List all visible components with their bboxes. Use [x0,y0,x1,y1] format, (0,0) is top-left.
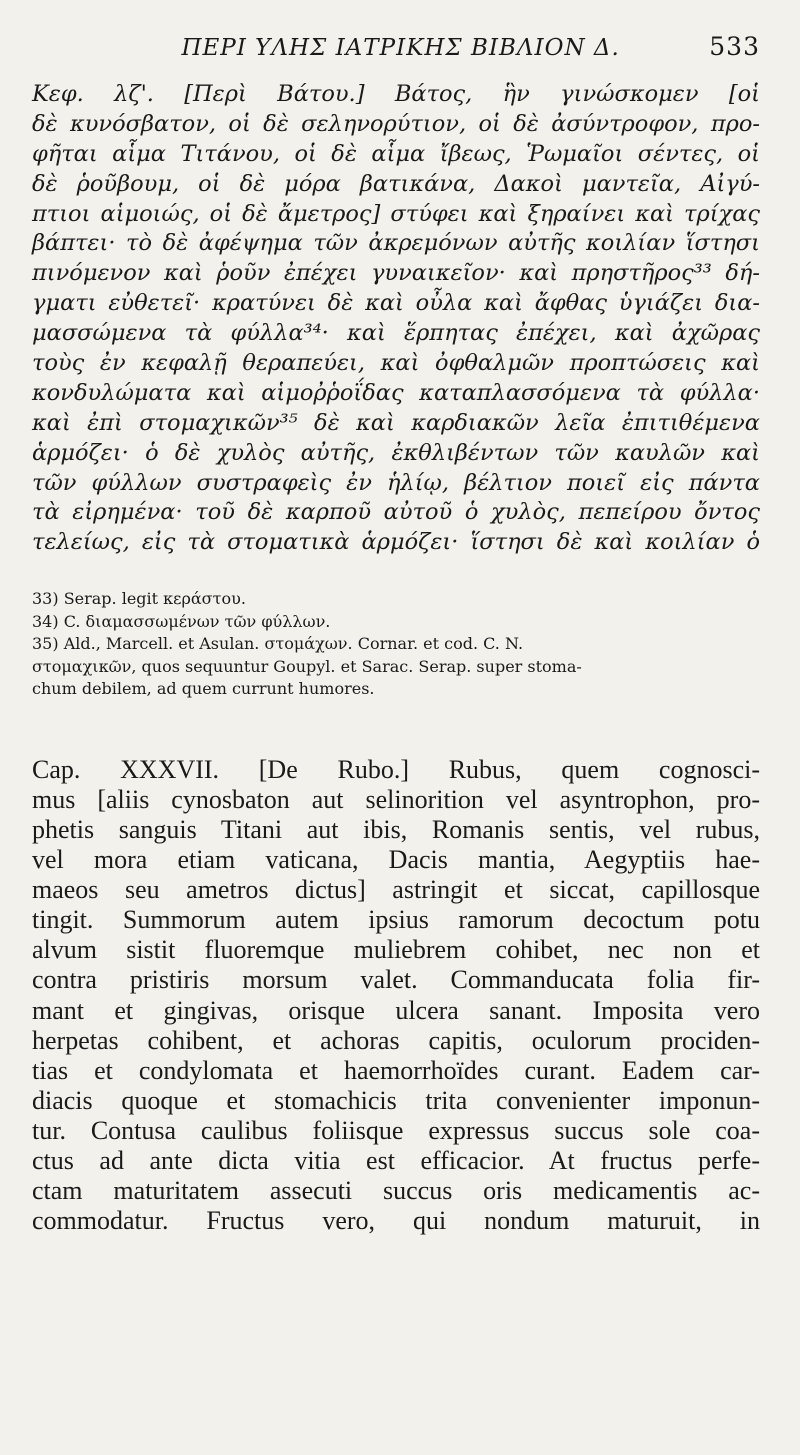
latin-line: ctus ad ante dicta vitia est efficacior. At fructus perfe- [32,1145,760,1175]
greek-text-block [32,80,760,558]
greek-line: τὰ εἰρημένα· τοῦ δὲ καρποῦ αὐτοῦ ὁ χυλὸς, πεπείρου ὄντος [32,499,760,526]
greek-line: πινόμενον καὶ ῥοῦν ἐπέχει γυναικεῖον· καὶ πρηστῆρος³³ δή- [32,260,760,287]
greek-line: δὲ κυνόσβατον, οἱ δὲ σεληνορύτιον, οἱ δὲ ἀσύντροφον, προ- [32,110,760,137]
greek-line: πτιοι αἱμοιώς, οἱ δὲ ἄμετρος] στύφει καὶ ξηραίνει καὶ τρίχας [32,200,760,227]
latin-text-block [32,755,760,1237]
latin-line: tur. Contusa caulibus foliisque expressus succus sole coa- [32,1115,760,1145]
greek-line: φῆται αἷμα Τιτάνου, οἱ δὲ αἷμα ἴβεως, Ῥωμαῖοι σέντες, οἱ [32,140,760,167]
running-head [32,32,760,80]
greek-line: βάπτει· τὸ δὲ ἀφέψημα τῶν ἀκρεμόνων αὐτῆς κοιλίαν ἵστησι [32,230,760,257]
greek-line: τοὺς ἐν κεφαλῇ θεραπεύει, καὶ ὀφθαλμῶν προπτώσεις καὶ [32,350,760,377]
latin-line: contra pristiris morsum valet. Commanducata folia fir- [32,965,760,995]
page-number: 533 [709,32,760,61]
footnote: 33) Serap. legit κεράστου. [32,589,246,609]
latin-line: herpetas cohibent, et achoras capitis, oculorum prociden- [32,1025,760,1055]
footnote: 35) Ald., Marcell. et Asulan. στομάχων. Cornar. et cod. C. N. [32,634,524,654]
greek-line: τελείως, εἰς τὰ στοματικὰ ἁρμόζει· ἵστησι δὲ καὶ κοιλίαν ὁ [32,529,760,556]
latin-line: diacis quoque et stomachicis trita convenienter imponun- [32,1085,760,1115]
greek-line: Κεφ. λζ'. [Περὶ Βάτου.] Βάτος, ἣν γινώσκομεν [οἱ [32,81,760,107]
latin-line: commodatur. Fructus vero, qui nondum maturuit, in [32,1206,760,1236]
latin-line: Cap. XXXVII. [De Rubo.] Rubus, quem cognosci- [32,754,760,784]
greek-line: δὲ ῥοῦβουμ, οἱ δὲ μόρα βατικάνα, Δακοὶ μαντεῖα, Αἰγύ- [32,170,760,197]
running-title: ΠΕΡΙ ΥΛΗΣ ΙΑΤΡΙΚΗΣ ΒΙΒΛΙΟΝ Δ. [181,35,620,61]
greek-line: τῶν φύλλων συστραφεὶς ἐν ἡλίῳ, βέλτιον ποιεῖ εἰς πάντα [32,469,760,496]
footnotes [32,588,760,701]
footnote-continuation: στομαχικῶν, quos sequuntur Goupyl. et Sarac. Serap. super stoma- [32,656,582,676]
footnote-continuation: chum debilem, ad quem currunt humores. [32,679,375,699]
greek-line: κονδυλώματα καὶ αἱμοῤῥοΐδας καταπλασσόμενα τὰ φύλλα· [32,379,760,406]
latin-line: mus [aliis cynosbaton aut selinorition vel asyntrophon, pro- [32,784,760,814]
latin-line: ctam maturitatem assecuti succus oris medicamentis ac- [32,1176,760,1206]
latin-line: tias et condylomata et haemorrhoïdes curant. Eadem car- [32,1055,760,1085]
latin-line: vel mora etiam vaticana, Dacis mantia, Aegyptiis hae- [32,845,760,875]
latin-line: tingit. Summorum autem ipsius ramorum decoctum potu [32,905,760,935]
greek-line: μασσώμενα τὰ φύλλα³⁴· καὶ ἕρπητας ἐπέχει, καὶ ἀχῶρας [32,320,760,347]
latin-line: maeos seu ametros dictus] astringit et siccat, capillosque [32,875,760,905]
greek-line: καὶ ἐπὶ στομαχικῶν³⁵ δὲ καὶ καρδιακῶν λεῖα ἐπιτιθέμενα [32,409,760,436]
latin-line: phetis sanguis Titani aut ibis, Romanis sentis, vel rubus, [32,814,760,844]
greek-line: ἁρμόζει· ὁ δὲ χυλὸς αὐτῆς, ἐκθλιβέντων τῶν καυλῶν καὶ [32,439,760,466]
latin-line: alvum sistit fluoremque muliebrem cohibet, nec non et [32,935,760,965]
greek-line: γματι εὐθετεῖ· κρατύνει δὲ καὶ οὖλα καὶ ἄφθας ὑγιάζει δια- [32,290,760,317]
latin-line: mant et gingivas, orisque ulcera sanant. Imposita vero [32,995,760,1025]
footnote: 34) C. διαμασσωμένων τῶν φύλλων. [32,611,331,631]
